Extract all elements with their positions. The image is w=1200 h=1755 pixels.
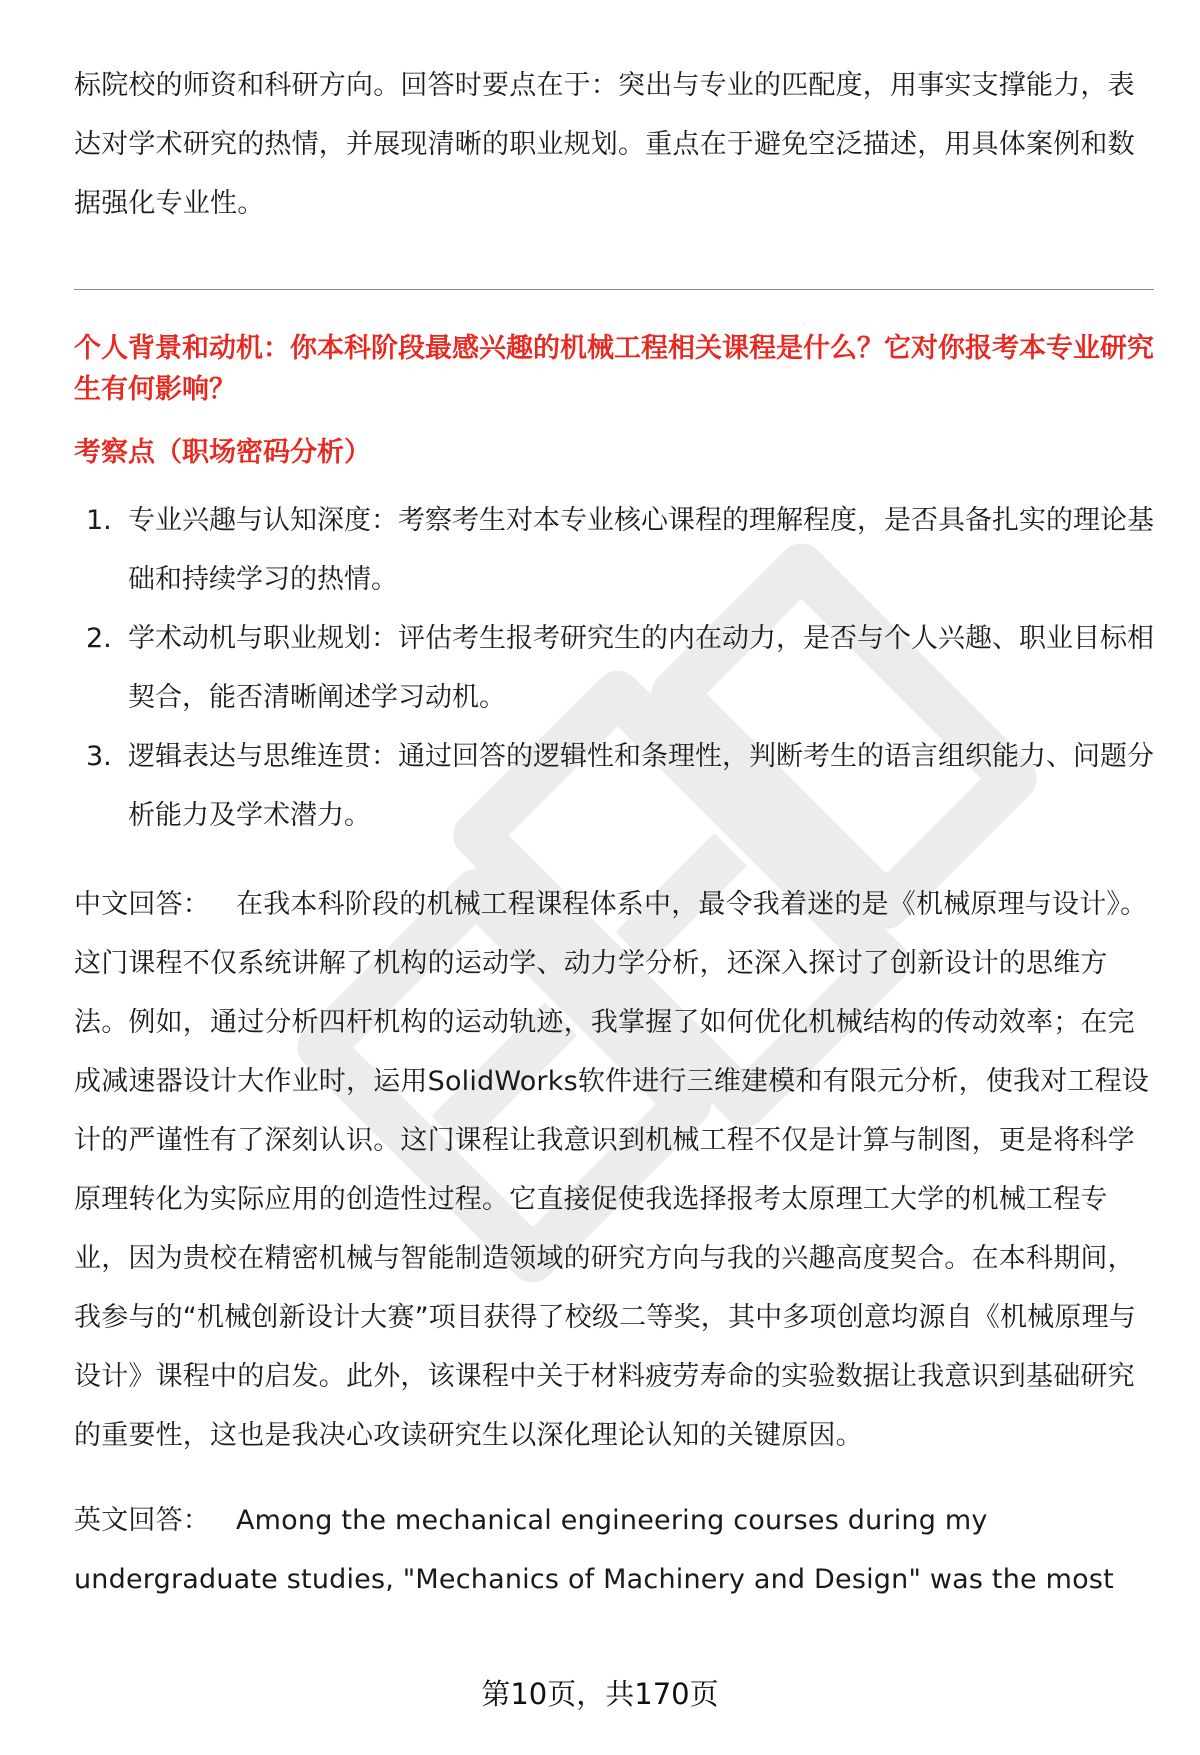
question-heading: 个人背景和动机：你本科阶段最感兴趣的机械工程相关课程是什么？它对你报考本专业研究生有何影响？: [74, 333, 1154, 405]
chinese-answer: [74, 875, 1154, 1465]
list-item-text: 学术动机与职业规划：评估考生报考研究生的内在动力，是否与个人兴趣、职业目标相契合，能否清晰阐述学习动机。: [128, 623, 1154, 713]
list-item-number: 3.: [86, 741, 112, 772]
chinese-answer-label: 中文回答：: [74, 889, 210, 920]
document-page: [74, 56, 1154, 1609]
list-item-number: 2.: [86, 623, 112, 654]
english-answer-text: Among the mechanical engineering courses during my undergraduate studies, "Mechanics of Machinery and Design" was the most: [74, 1505, 1114, 1595]
assessment-heading: 考察点（职场密码分析）: [74, 437, 371, 468]
list-item-text: 逻辑表达与思维连贯：通过回答的逻辑性和条理性，判断考生的语言组织能力、问题分析能力及学术潜力。: [128, 741, 1154, 831]
english-answer-label: 英文回答：: [74, 1505, 210, 1536]
assessment-list: [74, 491, 1154, 845]
section-divider: [74, 289, 1154, 290]
page-number-footer: 第10页，共170页: [481, 1677, 719, 1711]
english-answer: [74, 1491, 1154, 1609]
list-item: [74, 609, 1154, 727]
list-item-text: 专业兴趣与认知深度：考察考生对本专业核心课程的理解程度，是否具备扎实的理论基础和持续学习的热情。: [128, 505, 1154, 595]
chinese-answer-text: 在我本科阶段的机械工程课程体系中，最令我着迷的是《机械原理与设计》。这门课程不仅系统讲解了机构的运动学、动力学分析，还深入探讨了创新设计的思维方法。例如，通过分析四杆机构的运动轨迹，我掌握了如何优化机械结构的传动效率；在完成减速器设计大作业时，运用SolidWorks软件进行三维建模和有限元分析，使我对工程设计的严谨性有了深刻认识。这门课程让我意识到机械工程不仅是计算与制图，更是将科学原理转化为实际应用的创造性过程。它直接促使我选择报考太原理工大学的机械工程专业，因为贵校在精密机械与智能制造领域的研究方向与我的兴趣高度契合。在本科期间，我参与的“机械创新设计大赛”项目获得了校级二等奖，其中多项创意均源自《机械原理与设计》课程中的启发。此外，该课程中关于材料疲劳寿命的实验数据让我意识到基础研究的重要性，这也是我决心攻读研究生以深化理论认知的关键原因。: [74, 889, 1150, 1451]
list-item: [74, 491, 1154, 609]
list-item-number: 1.: [86, 505, 112, 536]
intro-paragraph: 标院校的师资和科研方向。回答时要点在于：突出与专业的匹配度，用事实支撑能力，表达对学术研究的热情，并展现清晰的职业规划。重点在于避免空泛描述，用具体案例和数据强化专业性。: [74, 70, 1135, 219]
list-item: [74, 727, 1154, 845]
